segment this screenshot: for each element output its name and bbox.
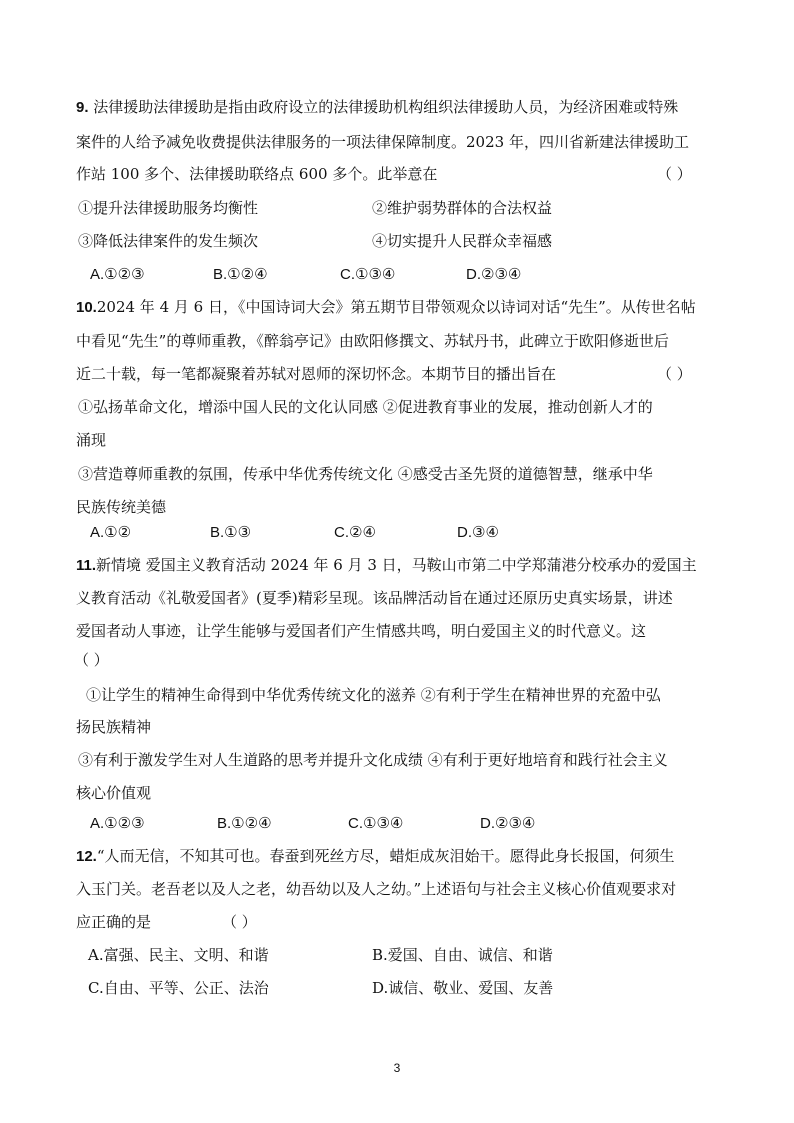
q11-option-b[interactable]: B.①②④ [217, 815, 272, 832]
q12-option-b[interactable]: B.爱国、自由、诚信、和谐 [372, 946, 553, 964]
q11-statement-4-cont: 核心价值观 [76, 784, 152, 802]
q10-statement-4-cont: 民族传统美德 [76, 498, 167, 516]
q11-option-d[interactable]: D.②③④ [480, 815, 536, 832]
q12-number: 12. [76, 848, 97, 865]
q9-option-a[interactable]: A.①②③ [90, 266, 145, 283]
q11-option-c[interactable]: C.①③④ [348, 815, 404, 832]
q11-line-1 [76, 555, 697, 576]
q9-answer-bracket[interactable]: （ ） [657, 165, 692, 183]
q12-option-a[interactable]: A.富强、民主、文明、和谐 [88, 946, 269, 964]
q10-number: 10. [76, 299, 97, 316]
q10-option-b[interactable]: B.①③ [210, 524, 252, 541]
q9-statement-1: ①提升法律援助服务均衡性 [78, 199, 259, 217]
q9-number: 9. [76, 99, 89, 116]
q12-answer-bracket[interactable]: （ ） [222, 913, 257, 931]
q12-line-1 [76, 846, 675, 867]
q12-option-d[interactable]: D.诚信、敬业、爱国、友善 [372, 979, 554, 997]
q11-number: 11. [76, 557, 97, 574]
q11-statement-1-2: ①让学生的精神生命得到中华优秀传统文化的滋养 ②有利于学生在精神世界的充盈中弘 [86, 686, 661, 704]
q11-answer-bracket[interactable]: （ ） [74, 651, 109, 669]
q10-text-1: 2024 年 4 月 6 日，《中国诗词大会》第五期节目带领观众以诗词对话“先生”。从传世名帖 [96, 298, 696, 316]
q10-option-d[interactable]: D.③④ [457, 524, 499, 541]
q9-option-b[interactable]: B.①②④ [213, 266, 268, 283]
q10-answer-bracket[interactable]: （ ） [657, 365, 692, 383]
q10-line-2: 中看见“先生”的尊师重教，《醉翁亭记》由欧阳修撰文、苏轼丹书，此碑立于欧阳修逝世后 [76, 332, 669, 350]
q10-line-1 [76, 297, 696, 318]
page-number: 3 [393, 1061, 401, 1075]
q12-text-1: “人而无信，不知其可也。春蚕到死丝方尽，蜡炬成灰泪始干。愿得此身长报国，何须生 [96, 847, 675, 865]
q10-statement-1-2: ①弘扬革命文化，增添中国人民的文化认同感 ②促进教育事业的发展，推动创新人才的 [78, 398, 653, 416]
q10-line-3: 近二十载，每一笔都凝聚着苏轼对恩师的深切怀念。本期节目的播出旨在 [76, 365, 557, 383]
q12-line-2: 入玉门关。老吾老以及人之老，幼吾幼以及人之幼。”上述语句与社会主义核心价值观要求对 [76, 880, 677, 898]
q12-option-c[interactable]: C.自由、平等、公正、法治 [88, 979, 269, 997]
q9-option-c[interactable]: C.①③④ [340, 266, 396, 283]
q11-text-1: 新情境 爱国主义教育活动 2024 年 6 月 3 日，马鞍山市第二中学郑蒲港分校承办的爱国主 [96, 556, 697, 574]
q12-line-3: 应正确的是 [76, 913, 152, 931]
q10-option-c[interactable]: C.②④ [334, 524, 376, 541]
q11-line-2: 义教育活动《礼敬爱国者》(夏季)精彩呈现。该品牌活动旨在通过还原历史真实场景，讲述 [76, 589, 673, 607]
q9-line-2: 案件的人给予减免收费提供法律服务的一项法律保障制度。2023 年，四川省新建法律援助工 [76, 133, 689, 151]
q10-option-a[interactable]: A.①② [90, 524, 132, 541]
q9-line-3: 作站 100 多个、法律援助联络点 600 多个。此举意在 [76, 165, 438, 183]
q9-line-1 [76, 97, 678, 118]
q11-option-a[interactable]: A.①②③ [90, 815, 145, 832]
q9-statement-2: ②维护弱势群体的合法权益 [372, 199, 553, 217]
q9-statement-4: ④切实提升人民群众幸福感 [372, 232, 553, 250]
q10-statement-2-cont: 涌现 [76, 431, 107, 449]
q11-line-3: 爱国者动人事迹，让学生能够与爱国者们产生情感共鸣，明白爱国主义的时代意义。这 [76, 622, 647, 640]
q9-text-1: 法律援助法律援助是指由政府设立的法律援助机构组织法律援助人员，为经济困难或特殊 [88, 98, 679, 116]
q11-statement-2-cont: 扬民族精神 [76, 718, 152, 736]
q10-statement-3-4: ③营造尊师重教的氛围，传承中华优秀传统文化 ④感受古圣先贤的道德智慧，继承中华 [78, 465, 653, 483]
q9-option-d[interactable]: D.②③④ [466, 266, 522, 283]
q9-statement-3: ③降低法律案件的发生频次 [78, 232, 259, 250]
q11-statement-3-4: ③有利于激发学生对人生道路的思考并提升文化成绩 ④有利于更好地培育和践行社会主义 [78, 751, 668, 769]
